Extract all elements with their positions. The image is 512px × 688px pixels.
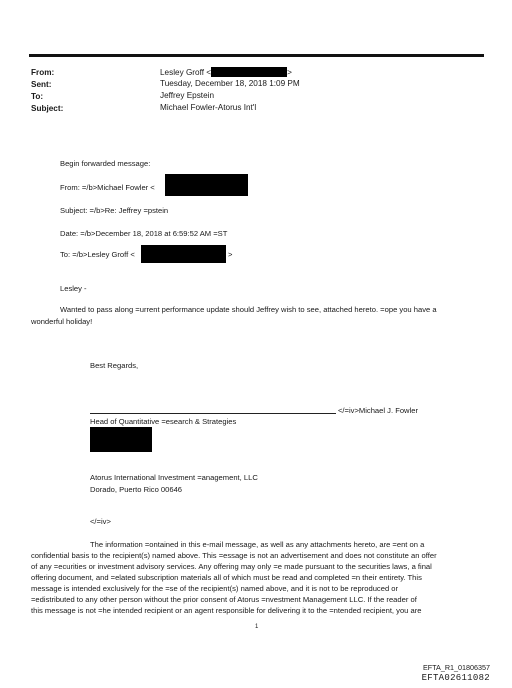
forward-from-line	[60, 183, 155, 192]
doc-id-large: EFTA02611082	[421, 673, 490, 683]
forward-from-text: From: =/b>Michael Fowler <	[60, 183, 155, 192]
redaction-box	[211, 67, 287, 77]
sent-label: Sent:	[31, 80, 52, 89]
from-name: Lesley Groff <	[160, 68, 212, 77]
redaction-box	[165, 174, 248, 196]
from-value	[160, 67, 292, 77]
doc-id-small: EFTA_R1_01806357	[423, 663, 490, 672]
disclaimer-line: of any =ecurities or investment advisory services. Any offering may only =e made pursuant to the securities laws, a final	[31, 562, 432, 571]
signature-company: Atorus International Investment =anagement, LLC	[90, 473, 258, 482]
from-close: >	[287, 68, 292, 77]
greeting: Lesley -	[60, 284, 87, 293]
from-label: From:	[31, 68, 55, 77]
signature-close-tag: </=iv>	[90, 517, 111, 526]
subject-label: Subject:	[31, 104, 64, 113]
sent-value: Tuesday, December 18, 2018 1:09 PM	[160, 79, 300, 88]
header-rule	[29, 54, 484, 57]
page-number: 1	[255, 624, 259, 630]
forward-intro: Begin forwarded message:	[60, 159, 151, 168]
redaction-box	[90, 427, 152, 452]
closing: Best Regards,	[90, 361, 139, 370]
subject-value: Michael Fowler-Atorus Int'l	[160, 103, 257, 112]
signature-name: </=iv>Michael J. Fowler	[338, 406, 418, 415]
forward-to-line: To: =/b>Lesley Groff <	[60, 250, 135, 259]
signature-location: Dorado, Puerto Rico 00646	[90, 485, 183, 494]
signature-title: Head of Quantitative =esearch & Strategies	[90, 417, 237, 426]
disclaimer-line: this message is not =he intended recipient or an agent responsible for delivering it to the =ntended recipient, you are	[31, 606, 422, 615]
to-label: To:	[31, 92, 44, 101]
disclaimer-line: message is intended exclusively for the =se of the recipient(s) named above, and it is not to be reproduced or	[31, 584, 399, 593]
disclaimer-line: offering document, and =elated subscription materials all of which must be read and completed =n their entirety. This	[31, 573, 422, 582]
forward-subject-line: Subject: =/b>Re: Jeffrey =pstein	[60, 206, 169, 215]
disclaimer-line: confidential basis to the recipient(s) named above. This =essage is not an advertisement and does not constitute an offer	[31, 551, 437, 560]
message-line-2: wonderful holiday!	[31, 317, 93, 326]
to-value: Jeffrey Epstein	[160, 91, 215, 100]
signature-line	[90, 413, 336, 414]
message-line-1: Wanted to pass along =urrent performance update should Jeffrey wish to see, attached hereto. =ope you have a	[60, 305, 437, 314]
disclaimer-line: The information =ontained in this e-mail message, as well as any attachments hereto, are =ent on a	[90, 540, 425, 549]
disclaimer-line: =edistributed to any other person without the prior consent of Atorus =nvestment Management LLC. If the reader of	[31, 595, 417, 604]
redaction-box	[141, 245, 226, 263]
forward-date-line: Date: =/b>December 18, 2018 at 6:59:52 AM =ST	[60, 229, 228, 238]
forward-to-close: >	[228, 250, 233, 259]
